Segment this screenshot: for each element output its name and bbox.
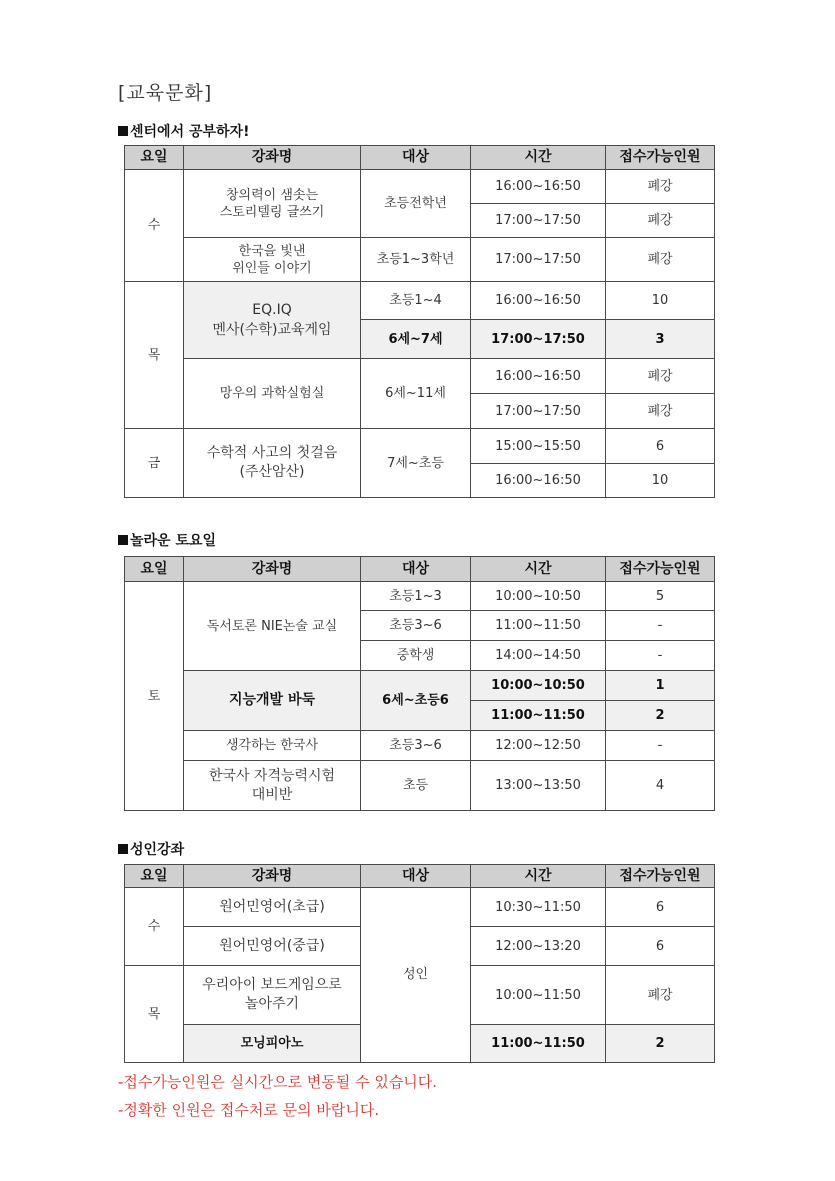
course-name-cell: 우리아이 보드게임으로 놀아주기 (184, 966, 361, 1025)
table-row (125, 429, 715, 464)
capacity-cell: 6 (606, 888, 715, 927)
schedule-table-adult (124, 864, 715, 1063)
table-row (125, 170, 715, 204)
target-cell: 7세~초등 (361, 429, 471, 498)
section-title-adult: 성인강좌 (118, 839, 184, 859)
capacity-cell: 6 (606, 927, 715, 966)
course-name-cell: 원어민영어(중급) (184, 927, 361, 966)
square-bullet-icon (118, 126, 128, 136)
time-cell: 14:00~14:50 (471, 641, 606, 671)
table-row (125, 671, 715, 701)
note-text: -정확한 인원은 접수처로 문의 바랍니다. (118, 1101, 380, 1119)
capacity-cell: 폐강 (606, 170, 715, 204)
course-name-cell: EQ.IQ 멘사(수학)교육게임 (184, 282, 361, 359)
day-cell: 수 (125, 170, 184, 282)
capacity-cell: 5 (606, 582, 715, 611)
time-cell: 13:00~13:50 (471, 761, 606, 811)
course-name-cell: 한국사 자격능력시험 대비반 (184, 761, 361, 811)
day-cell: 금 (125, 429, 184, 498)
capacity-cell: 1 (606, 671, 715, 701)
time-cell: 17:00~17:50 (471, 320, 606, 359)
table-header-row (125, 146, 715, 170)
time-cell: 16:00~16:50 (471, 282, 606, 320)
target-cell: 초등 (361, 761, 471, 811)
section-title-center: 센터에서 공부하자! (118, 121, 249, 141)
page-title: [교육문화] (118, 82, 213, 104)
time-cell: 10:00~10:50 (471, 582, 606, 611)
notes (118, 1068, 437, 1124)
header-course: 강좌명 (184, 557, 361, 582)
course-name-cell: 원어민영어(초급) (184, 888, 361, 927)
capacity-cell: - (606, 611, 715, 641)
capacity-cell: - (606, 731, 715, 761)
target-cell: 성인 (361, 888, 471, 1063)
target-cell: 초등3~6 (361, 731, 471, 761)
target-cell: 6세~초등6 (361, 671, 471, 731)
time-cell: 17:00~17:50 (471, 238, 606, 282)
time-cell: 10:00~10:50 (471, 671, 606, 701)
table-row (125, 582, 715, 611)
header-capacity: 접수가능인원 (606, 865, 715, 888)
capacity-cell: 폐강 (606, 238, 715, 282)
day-cell: 토 (125, 582, 184, 811)
target-cell: 초등1~3학년 (361, 238, 471, 282)
header-target: 대상 (361, 557, 471, 582)
table-header-row (125, 557, 715, 582)
course-name-cell: 독서토론 NIE논술 교실 (184, 582, 361, 671)
table-row (125, 731, 715, 761)
time-cell: 11:00~11:50 (471, 701, 606, 731)
target-cell: 초등1~4 (361, 282, 471, 320)
header-time: 시간 (471, 557, 606, 582)
schedule-table-saturday (124, 556, 715, 811)
target-cell: 중학생 (361, 641, 471, 671)
capacity-cell: 2 (606, 701, 715, 731)
capacity-cell: 10 (606, 464, 715, 498)
day-cell: 목 (125, 966, 184, 1063)
course-name-cell: 창의력이 샘솟는 스토리텔링 글쓰기 (184, 170, 361, 238)
capacity-cell: 폐강 (606, 359, 715, 394)
header-target: 대상 (361, 146, 471, 170)
header-course: 강좌명 (184, 146, 361, 170)
capacity-cell: - (606, 641, 715, 671)
day-cell: 목 (125, 282, 184, 429)
course-name-cell: 지능개발 바둑 (184, 671, 361, 731)
time-cell: 12:00~13:20 (471, 927, 606, 966)
course-name-cell: 망우의 과학실험실 (184, 359, 361, 429)
time-cell: 10:30~11:50 (471, 888, 606, 927)
target-cell: 6세~7세 (361, 320, 471, 359)
table-row (125, 359, 715, 394)
capacity-cell: 폐강 (606, 394, 715, 429)
table-row (125, 761, 715, 811)
course-name-cell: 모닝피아노 (184, 1025, 361, 1063)
header-capacity: 접수가능인원 (606, 557, 715, 582)
time-cell: 16:00~16:50 (471, 464, 606, 498)
capacity-cell: 10 (606, 282, 715, 320)
time-cell: 11:00~11:50 (471, 611, 606, 641)
table-header-row (125, 865, 715, 888)
target-cell: 초등3~6 (361, 611, 471, 641)
header-day: 요일 (125, 557, 184, 582)
day-cell: 수 (125, 888, 184, 966)
header-day: 요일 (125, 146, 184, 170)
section-title-saturday: 놀라운 토요일 (118, 530, 216, 550)
capacity-cell: 폐강 (606, 204, 715, 238)
square-bullet-icon (118, 535, 128, 545)
square-bullet-icon (118, 844, 128, 854)
time-cell: 17:00~17:50 (471, 394, 606, 429)
target-cell: 초등1~3 (361, 582, 471, 611)
header-day: 요일 (125, 865, 184, 888)
time-cell: 15:00~15:50 (471, 429, 606, 464)
time-cell: 17:00~17:50 (471, 204, 606, 238)
note-text: -접수가능인원은 실시간으로 변동될 수 있습니다. (118, 1073, 438, 1091)
time-cell: 10:00~11:50 (471, 966, 606, 1025)
capacity-cell: 2 (606, 1025, 715, 1063)
table-row (125, 888, 715, 927)
header-time: 시간 (471, 146, 606, 170)
capacity-cell: 3 (606, 320, 715, 359)
capacity-cell: 6 (606, 429, 715, 464)
header-target: 대상 (361, 865, 471, 888)
table-row (125, 282, 715, 320)
table-row (125, 238, 715, 282)
course-name-cell: 생각하는 한국사 (184, 731, 361, 761)
header-course: 강좌명 (184, 865, 361, 888)
capacity-cell: 4 (606, 761, 715, 811)
header-capacity: 접수가능인원 (606, 146, 715, 170)
schedule-table-center (124, 145, 715, 498)
target-cell: 초등전학년 (361, 170, 471, 238)
time-cell: 11:00~11:50 (471, 1025, 606, 1063)
course-name-cell: 수학적 사고의 첫걸음 (주산암산) (184, 429, 361, 498)
time-cell: 12:00~12:50 (471, 731, 606, 761)
time-cell: 16:00~16:50 (471, 170, 606, 204)
capacity-cell: 폐강 (606, 966, 715, 1025)
course-name-cell: 한국을 빛낸 위인들 이야기 (184, 238, 361, 282)
target-cell: 6세~11세 (361, 359, 471, 429)
header-time: 시간 (471, 865, 606, 888)
time-cell: 16:00~16:50 (471, 359, 606, 394)
